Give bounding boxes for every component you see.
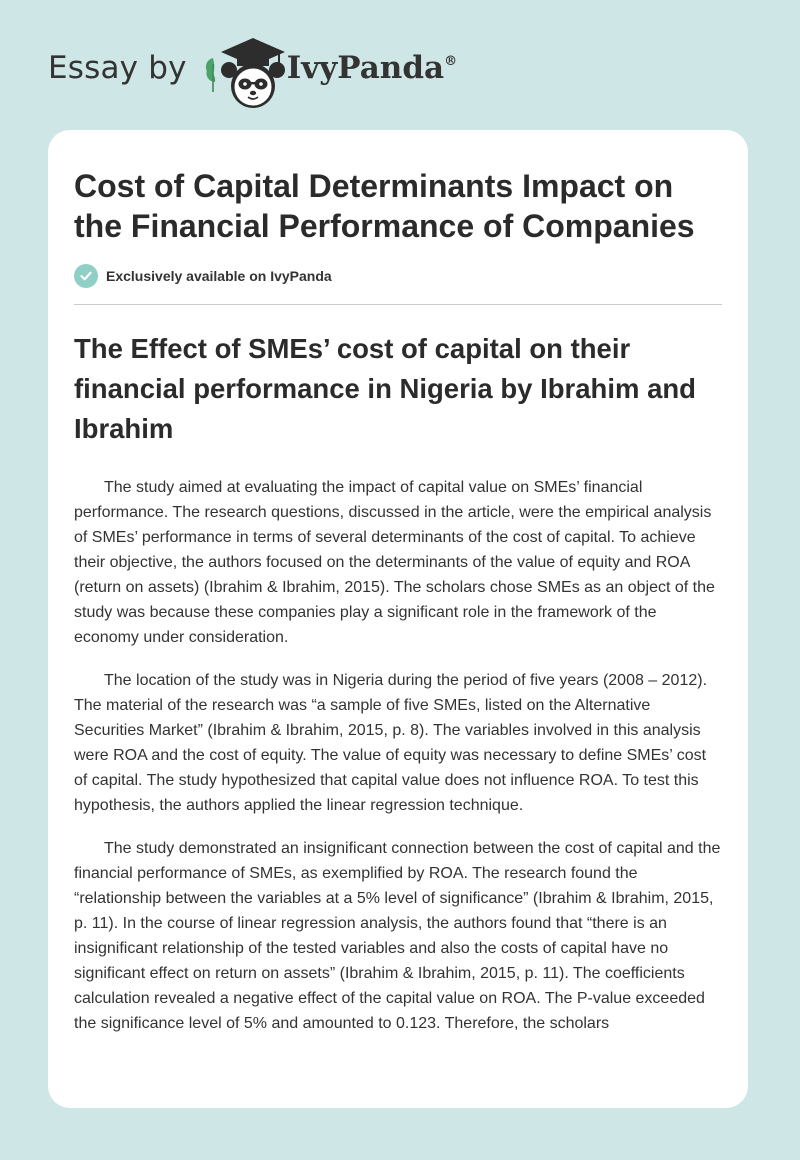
paragraph-3: The study demonstrated an insignificant connection between the cost of capital and the financial performance of SMEs, as exemplified by ROA. The research found the “relationship between the variables at a 5% level of significance” (Ibrahim & Ibrahim, 2015, p. 11). In the course of linear regression analysis, the authors found that “there is an insignificant relationship of the tested variables and also the costs of capital have no significant effect on return on assets” (Ibrahim & Ibrahim, 2015, p. 11). The coefficients calculation revealed a negative effect of the capital value on ROA. The P-value exceeded the significance level of 5% and amounted to 0.123. Therefore, the scholars: [74, 840, 721, 1032]
page-title: Cost of Capital Determinants Impact on the Financial Performance of Companies: [74, 168, 695, 244]
brand-name: [287, 50, 457, 86]
panda-logo-icon: [201, 30, 291, 110]
paragraph-1: The study aimed at evaluating the impact of capital value on SMEs’ financial performance. The research questions, discussed in the article, were the empirical analysis of SMEs’ performance in terms of several determinants of the cost of capital. To achieve their objective, the authors focused on the determinants of the value of equity and ROA (return on assets) (Ibrahim & Ibrahim, 2015). The scholars chose SMEs as an object of the study was because these companies play a significant role in the framework of the economy under consideration.: [74, 479, 715, 646]
badge-label: Exclusively available on IvyPanda: [106, 268, 332, 284]
essay-card: [48, 130, 748, 1108]
brand-prefix: Essay by: [48, 50, 187, 86]
divider: [74, 304, 722, 305]
brand-header[interactable]: [48, 30, 457, 110]
section-heading: The Effect of SMEs’ cost of capital on their financial performance in Nigeria by Ibrahim and Ibrahim: [74, 333, 696, 444]
checkmark-icon: [74, 264, 98, 288]
paragraph-2: The location of the study was in Nigeria during the period of five years (2008 – 2012). The material of the research was “a sample of five SMEs, listed on the Alternative Securities Market” (Ibrahim & Ibrahim, 2015, p. 8). The variables involved in this analysis were ROA and the cost of equity. The value of equity was necessary to define SMEs’ cost of capital. The study hypothesized that capital value does not influence ROA. To test this hypothesis, the authors applied the linear regression technique.: [74, 672, 708, 814]
brand-name-text: IvyPanda: [286, 50, 445, 86]
exclusive-badge: [74, 264, 722, 288]
registered-mark: ®: [444, 54, 458, 69]
